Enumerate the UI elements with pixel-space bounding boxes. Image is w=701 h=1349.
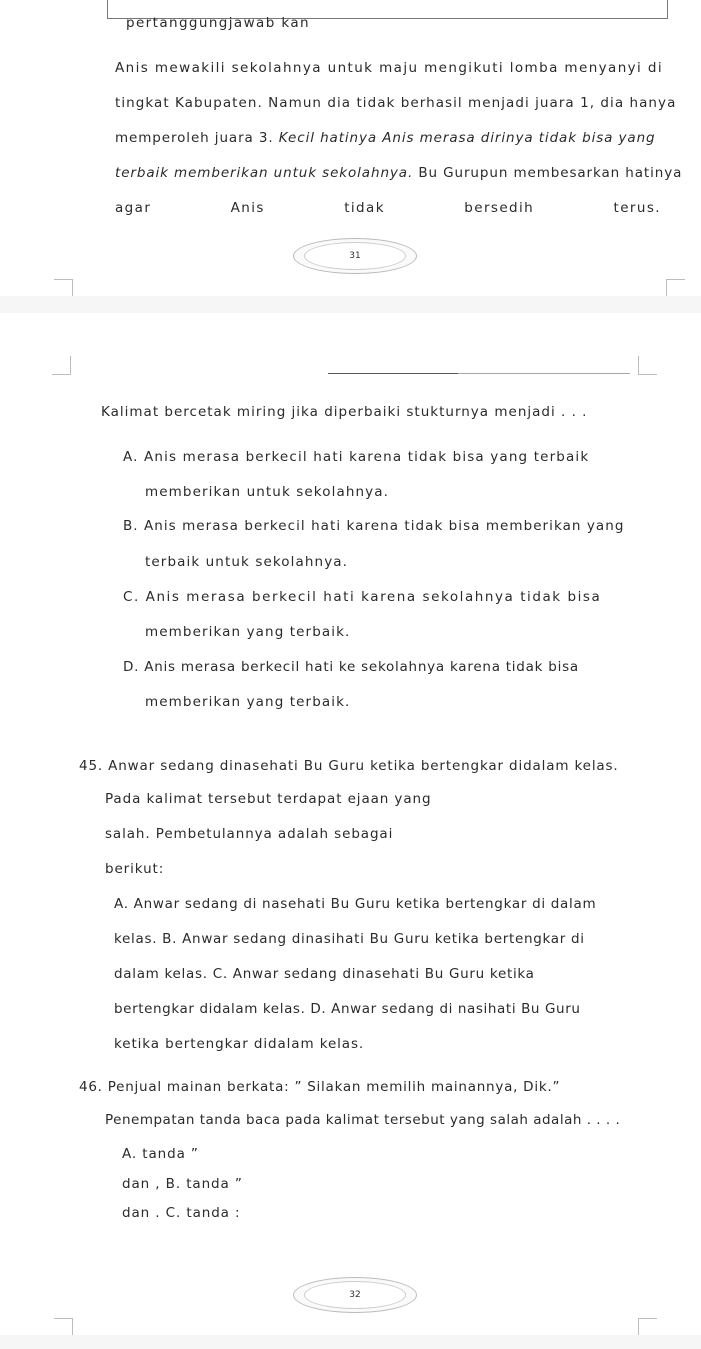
option-c-line-1: C. Anis merasa berkecil hati karena sekolahnya tidak bisa: [123, 589, 602, 605]
paragraph-line-3-italic: Kecil hatinya Anis merasa dirinya tidak bisa yang: [278, 130, 656, 146]
word: agar: [115, 200, 152, 216]
page-number: 32: [304, 1281, 406, 1309]
header-rule-gray: [328, 373, 458, 374]
word: terus.: [613, 200, 661, 216]
q45-option-line: bertengkar didalam kelas. D. Anwar sedang di nasihati Bu Guru: [114, 1001, 581, 1017]
page-number: 31: [304, 242, 406, 270]
page-gap: [0, 296, 701, 313]
crop-mark: [638, 356, 657, 375]
question-text: Kalimat bercetak miring jika diperbaiki stukturnya menjadi . . .: [101, 404, 588, 420]
page-number-badge: [293, 1277, 417, 1313]
q46-option-line: A. tanda ”: [122, 1146, 199, 1162]
word: Anis: [230, 200, 265, 216]
q46-line: Penempatan tanda baca pada kalimat tersebut yang salah adalah . . . .: [105, 1112, 621, 1128]
q45-line: salah. Pembetulannya adalah sebagai: [105, 826, 394, 842]
top-partial-text: pertanggungjawab kan: [126, 15, 310, 31]
word: tidak: [344, 200, 385, 216]
paragraph-line-4-normal: Bu Gurupun membesarkan hatinya: [418, 165, 683, 181]
q46-option-line: dan , B. tanda ”: [122, 1176, 243, 1192]
q45-line: berikut:: [105, 861, 165, 877]
paragraph-line-3-normal: memperoleh juara 3.: [115, 130, 274, 146]
paragraph-line-3: [115, 130, 656, 146]
q46-option-line: dan . C. tanda :: [122, 1205, 241, 1221]
option-b-line-1: B. Anis merasa berkecil hati karena tidak bisa memberikan yang: [123, 518, 625, 534]
q45-option-line: dalam kelas. C. Anwar sedang dinasehati Bu Guru ketika: [114, 966, 535, 982]
q45-line: Pada kalimat tersebut terdapat ejaan yang: [105, 791, 432, 807]
option-d-line-2: memberikan yang terbaik.: [145, 694, 351, 710]
option-d-line-1: D. Anis merasa berkecil hati ke sekolahnya karena tidak bisa: [123, 659, 579, 675]
word: bersedih: [464, 200, 535, 216]
option-b-line-2: terbaik untuk sekolahnya.: [145, 554, 349, 570]
q45-option-line: A. Anwar sedang di nasehati Bu Guru ketika bertengkar di dalam: [114, 896, 597, 912]
paragraph-line-1: Anis mewakili sekolahnya untuk maju mengikuti lomba menyanyi di: [115, 60, 664, 76]
crop-mark: [52, 356, 71, 375]
paragraph-line-4: [115, 165, 682, 181]
option-c-line-2: memberikan yang terbaik.: [145, 624, 351, 640]
page-gap: [0, 1335, 701, 1349]
header-rule-red: [458, 373, 630, 374]
option-a-line-2: memberikan untuk sekolahnya.: [145, 484, 389, 500]
q45-option-line: kelas. B. Anwar sedang dinasihati Bu Guru ketika bertengkar di: [114, 931, 585, 947]
option-a-line-1: A. Anis merasa berkecil hati karena tidak bisa yang terbaik: [123, 449, 590, 465]
q46-stem: 46. Penjual mainan berkata: ” Silakan memilih mainannya, Dik.”: [79, 1079, 561, 1095]
paragraph-line-4-italic: terbaik memberikan untuk sekolahnya.: [115, 165, 414, 181]
q45-stem: 45. Anwar sedang dinasehati Bu Guru ketika bertengkar didalam kelas.: [79, 758, 619, 774]
page-number-badge: [293, 238, 417, 274]
paragraph-line-5: [115, 200, 661, 216]
q45-option-line: ketika bertengkar didalam kelas.: [114, 1036, 365, 1052]
paragraph-line-2: tingkat Kabupaten. Namun dia tidak berhasil menjadi juara 1, dia hanya: [115, 95, 677, 111]
